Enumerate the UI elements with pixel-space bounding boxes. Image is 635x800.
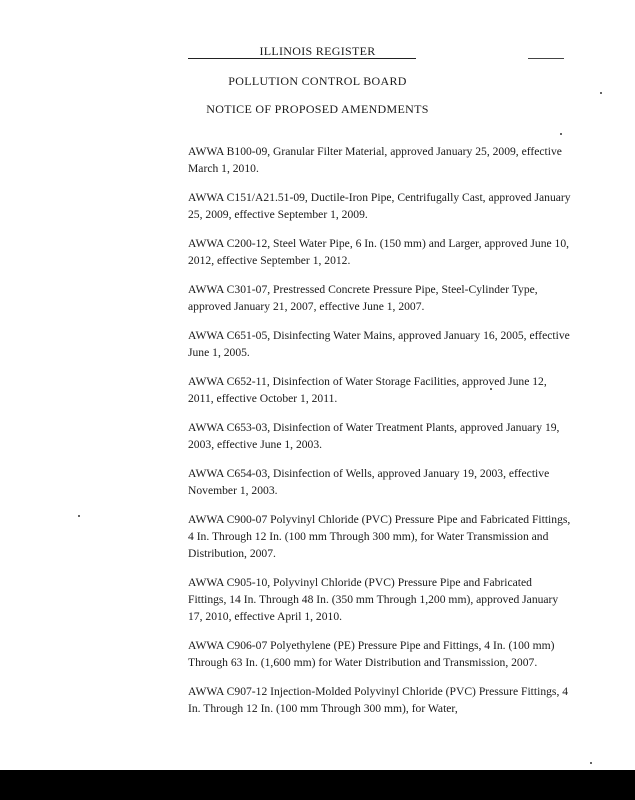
list-item: AWWA C651-05, Disinfecting Water Mains, approved January 16, 2005, effective June 1, 2005.	[188, 329, 570, 359]
agency-name: POLLUTION CONTROL BOARD	[228, 74, 407, 88]
notice-heading: NOTICE OF PROPOSED AMENDMENTS	[206, 102, 429, 116]
scan-speck	[490, 388, 492, 390]
scan-speck	[600, 92, 602, 94]
header-rule-short	[528, 58, 564, 59]
list-item: AWWA C907-12 Injection-Molded Polyvinyl Chloride (PVC) Pressure Fittings, 4 In. Through 12 In. (100 mm Through 300 mm), for Water,	[188, 685, 569, 715]
list-item: AWWA C652-11, Disinfection of Water Storage Facilities, approved June 12, 2011, effective October 1, 2011.	[188, 375, 547, 405]
list-item: AWWA C151/A21.51-09, Ductile-Iron Pipe, Centrifugally Cast, approved January 25, 2009, effective September 1, 2009.	[188, 191, 571, 221]
list-item: AWWA C654-03, Disinfection of Wells, approved January 19, 2003, effective November 1, 2003.	[188, 467, 550, 497]
list-item: AWWA C905-10, Polyvinyl Chloride (PVC) Pressure Pipe and Fabricated Fittings, 14 In. Through 48 In. (350 mm Through 1,200 mm), approved January 17, 2010, effective April 1, 2010.	[188, 576, 559, 623]
header-rule	[188, 58, 416, 59]
list-item: AWWA B100-09, Granular Filter Material, approved January 25, 2009, effective March 1, 2010.	[188, 145, 562, 175]
list-item: AWWA C653-03, Disinfection of Water Treatment Plants, approved January 19, 2003, effective June 1, 2003.	[188, 421, 560, 451]
list-item: AWWA C906-07 Polyethylene (PE) Pressure Pipe and Fittings, 4 In. (100 mm) Through 63 In. (1,600 mm) for Water Distribution and Transmission, 2007.	[188, 639, 555, 669]
register-title: ILLINOIS REGISTER	[259, 44, 376, 58]
list-item: AWWA C200-12, Steel Water Pipe, 6 In. (150 mm) and Larger, approved June 10, 2012, effective September 1, 2012.	[188, 237, 570, 267]
list-item: AWWA C301-07, Prestressed Concrete Pressure Pipe, Steel-Cylinder Type, approved January 21, 2007, effective June 1, 2007.	[188, 283, 538, 313]
scan-speck	[560, 133, 562, 135]
scan-speck	[590, 762, 592, 764]
list-item: AWWA C900-07 Polyvinyl Chloride (PVC) Pressure Pipe and Fabricated Fittings, 4 In. Through 12 In. (100 mm Through 300 mm), for Water Transmission and Distribution, 2007.	[188, 513, 571, 560]
standards-list	[188, 143, 573, 729]
scan-speck	[78, 515, 80, 517]
scan-bottom-edge	[0, 770, 635, 800]
